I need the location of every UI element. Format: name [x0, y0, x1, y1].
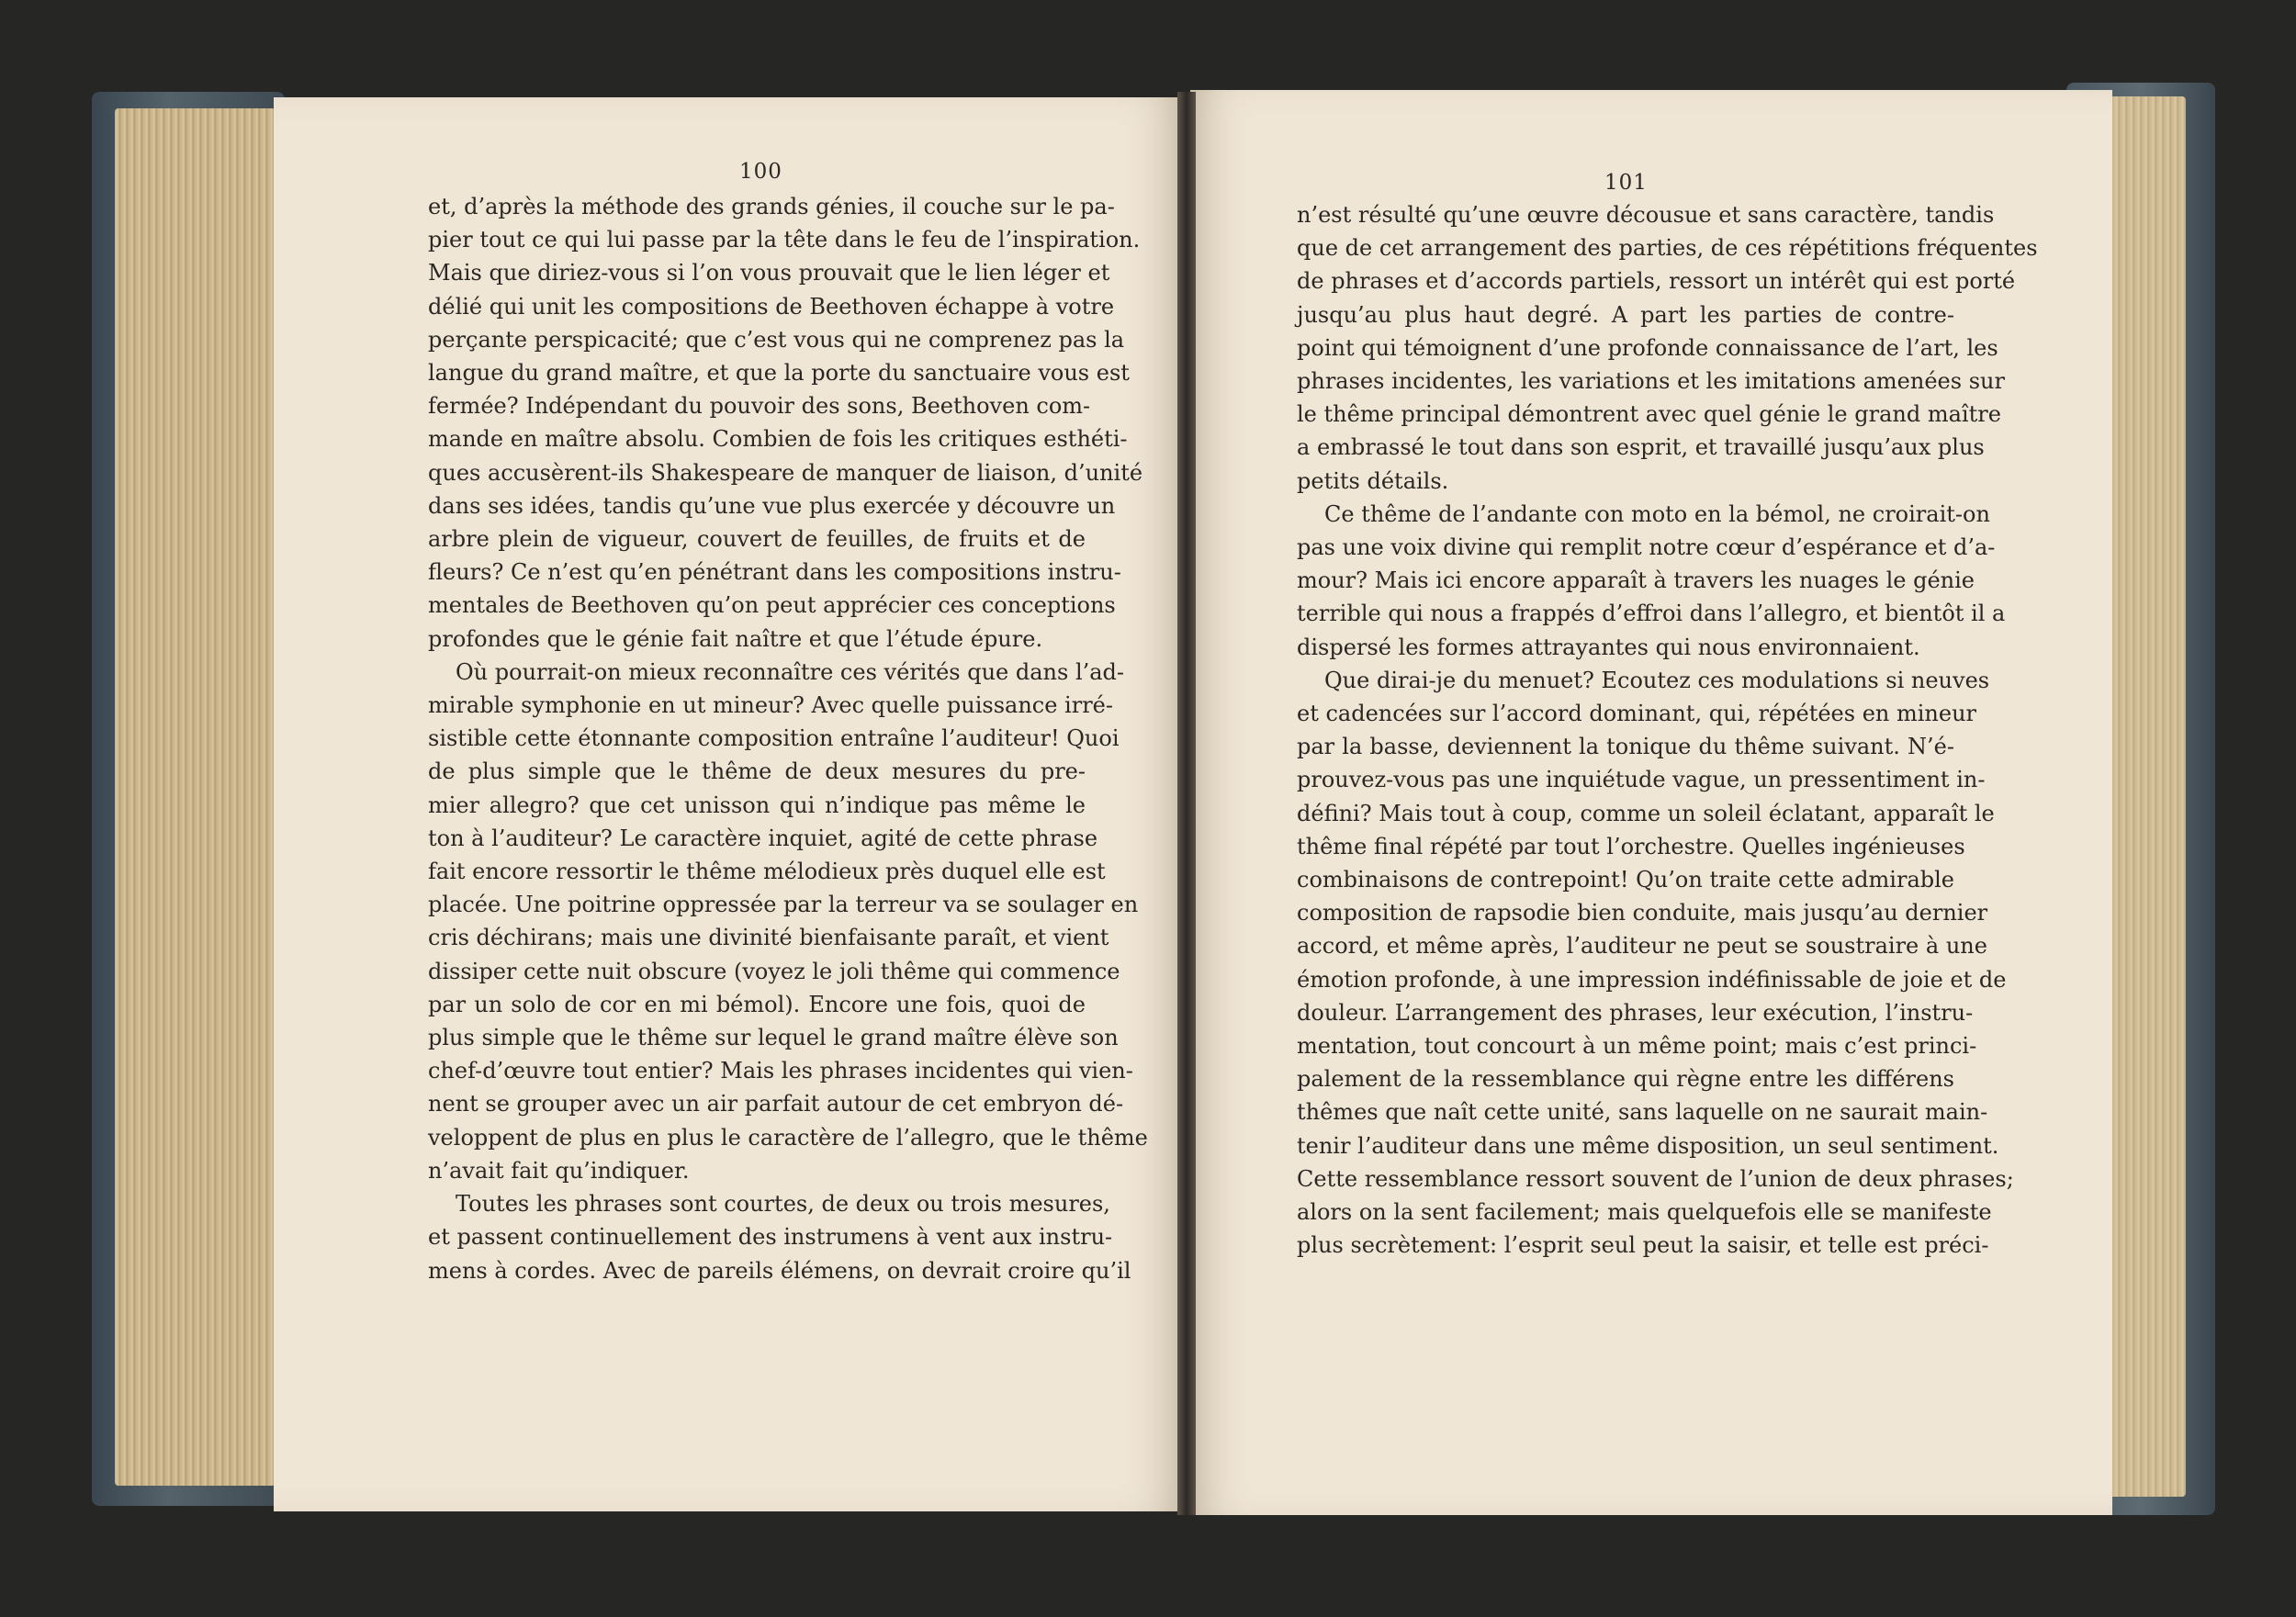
- text-line: thême final répété par tout l’orchestre. Quelles ingénieuses: [1297, 833, 1965, 859]
- text-line: Cette ressemblance ressort souvent de l’union de deux phrases;: [1297, 1165, 2014, 1192]
- text-line: dissiper cette nuit obscure (voyez le joli thême qui commence: [428, 958, 1120, 984]
- left-page-text: [428, 190, 1148, 1287]
- text-line: Ce thême de l’andante con moto en la bémol, ne croirait-on: [1324, 500, 1990, 527]
- text-line: a embrassé le tout dans son esprit, et travaillé jusqu’aux plus: [1297, 434, 1985, 461]
- text-line: mens à cordes. Avec de pareils élémens, on devrait croire qu’il: [428, 1257, 1131, 1284]
- text-line: par la basse, deviennent la tonique du thême suivant. N’é-: [1297, 734, 1954, 760]
- text-line: ton à l’auditeur? Le caractère inquiet, agité de cette phrase: [428, 825, 1098, 851]
- text-line: veloppent de plus en plus le caractère de l’allegro, que le thême: [428, 1124, 1148, 1151]
- text-line: Toutes les phrases sont courtes, de deux ou trois mesures,: [456, 1191, 1110, 1218]
- text-line: nent se grouper avec un air parfait autour de cet embryon dé-: [428, 1091, 1124, 1117]
- text-line: palement de la ressemblance qui règne entre les différens: [1297, 1066, 1954, 1093]
- left-page-number: 100: [739, 160, 782, 184]
- text-line: point qui témoignent d’une profonde connaissance de l’art, les: [1297, 334, 1998, 361]
- text-line: accord, et même après, l’auditeur ne peut se soustraire à une: [1297, 933, 1987, 960]
- text-line: terrible qui nous a frappés d’effroi dans l’allegro, et bientôt il a: [1297, 601, 2006, 627]
- text-line: dans ses idées, tandis qu’une vue plus exercée y découvre un: [428, 492, 1116, 519]
- text-line: ques accusèrent-ils Shakespeare de manquer de liaison, d’unité: [428, 459, 1143, 486]
- left-page-edges: [115, 108, 276, 1486]
- text-line: et passent continuellement des instrumens à vent aux instru-: [428, 1224, 1113, 1251]
- text-line: mentation, tout concourt à un même point; mais c’est princi-: [1297, 1033, 1977, 1060]
- text-line: défini? Mais tout à coup, comme un soleil éclatant, apparaît le: [1297, 800, 1995, 826]
- text-line: mentales de Beethoven qu’on peut apprécier ces conceptions: [428, 592, 1116, 619]
- text-line: n’est résulté qu’une œuvre décousue et sans caractère, tandis: [1297, 202, 1995, 228]
- text-line: jusqu’au plus haut degré. A part les parties de contre-: [1297, 301, 1954, 328]
- text-line: de phrases et d’accords partiels, ressort un intérêt qui est porté: [1297, 268, 2016, 295]
- text-line: profondes que le génie fait naître et que l’étude épure.: [428, 625, 1043, 652]
- text-line: thêmes que naît cette unité, sans laquelle on ne saurait main-: [1297, 1099, 1988, 1126]
- text-line: fermée? Indépendant du pouvoir des sons, Beethoven com-: [428, 393, 1091, 420]
- text-line: chef-d’œuvre tout entier? Mais les phrases incidentes qui vien-: [428, 1058, 1133, 1084]
- text-line: combinaisons de contrepoint! Qu’on traite cette admirable: [1297, 867, 1954, 893]
- text-line: composition de rapsodie bien conduite, mais jusqu’au dernier: [1297, 900, 1988, 926]
- text-line: le thême principal démontrent avec quel génie le grand maître: [1297, 401, 2001, 428]
- text-line: langue du grand maître, et que la porte du sanctuaire vous est: [428, 360, 1130, 387]
- text-line: n’avait fait qu’indiquer.: [428, 1157, 690, 1184]
- text-line: par un solo de cor en mi bémol). Encore une fois, quoi de: [428, 991, 1086, 1017]
- text-line: et, d’après la méthode des grands génies, il couche sur le pa-: [428, 194, 1115, 219]
- text-line: perçante perspicacité; que c’est vous qui ne comprenez pas la: [428, 326, 1125, 353]
- text-line: mirable symphonie en ut mineur? Avec quelle puissance irré-: [428, 692, 1113, 719]
- text-line: petits détails.: [1297, 467, 1449, 494]
- text-line: plus secrètement: l’esprit seul peut la saisir, et telle est préci-: [1297, 1232, 1989, 1259]
- book-gutter: [1177, 92, 1196, 1515]
- text-line: phrases incidentes, les variations et les imitations amenées sur: [1297, 368, 2005, 395]
- text-line: arbre plein de vigueur, couvert de feuilles, de fruits et de: [428, 526, 1086, 553]
- text-line: mier allegro? que cet unisson qui n’indique pas même le: [428, 792, 1086, 818]
- text-line: émotion profonde, à une impression indéfinissable de joie et de: [1297, 966, 2007, 993]
- text-line: sistible cette étonnante composition entraîne l’auditeur! Quoi: [428, 725, 1120, 752]
- text-line: placée. Une poitrine oppressée par la terreur va se soulager en: [428, 892, 1139, 918]
- text-line: délié qui unit les compositions de Beethoven échappe à votre: [428, 293, 1115, 320]
- text-line: plus simple que le thême sur lequel le grand maître élève son: [428, 1025, 1119, 1051]
- text-line: Que dirai-je du menuet? Ecoutez ces modulations si neuves: [1324, 667, 1990, 693]
- text-line: fait encore ressortir le thême mélodieux près duquel elle est: [428, 859, 1106, 885]
- text-line: mour? Mais ici encore apparaît à travers les nuages le génie: [1297, 567, 1975, 594]
- text-line: douleur. L’arrangement des phrases, leur exécution, l’instru-: [1297, 999, 1974, 1026]
- text-line: dispersé les formes attrayantes qui nous environnaient.: [1297, 634, 1920, 660]
- text-line: prouvez-vous pas une inquiétude vague, un pressentiment in-: [1297, 767, 1986, 793]
- text-line: tenir l’auditeur dans une même disposition, un seul sentiment.: [1297, 1132, 1999, 1159]
- text-line: cris déchirans; mais une divinité bienfaisante paraît, et vient: [428, 925, 1109, 951]
- text-line: Où pourrait-on mieux reconnaître ces vérités que dans l’ad-: [456, 658, 1125, 685]
- text-line: que de cet arrangement des parties, de ces répétitions fréquentes: [1297, 235, 2038, 262]
- right-page-number: 101: [1604, 171, 1648, 195]
- text-line: mande en maître absolu. Combien de fois les critiques esthéti-: [428, 426, 1128, 453]
- text-line: Mais que diriez-vous si l’on vous prouvait que le lien léger et: [428, 260, 1110, 286]
- text-line: fleurs? Ce n’est qu’en pénétrant dans les compositions instru-: [428, 559, 1121, 586]
- text-line: alors on la sent facilement; mais quelquefois elle se manifeste: [1297, 1199, 1992, 1226]
- right-page-text: [1297, 198, 2038, 1263]
- text-line: et cadencées sur l’accord dominant, qui, répétées en mineur: [1297, 701, 1977, 727]
- text-line: de plus simple que le thême de deux mesures du pre-: [428, 758, 1086, 785]
- text-line: pier tout ce qui lui passe par la tête dans le feu de l’inspiration.: [428, 227, 1141, 253]
- text-line: pas une voix divine qui remplit notre cœur d’espérance et d’a-: [1297, 534, 1996, 561]
